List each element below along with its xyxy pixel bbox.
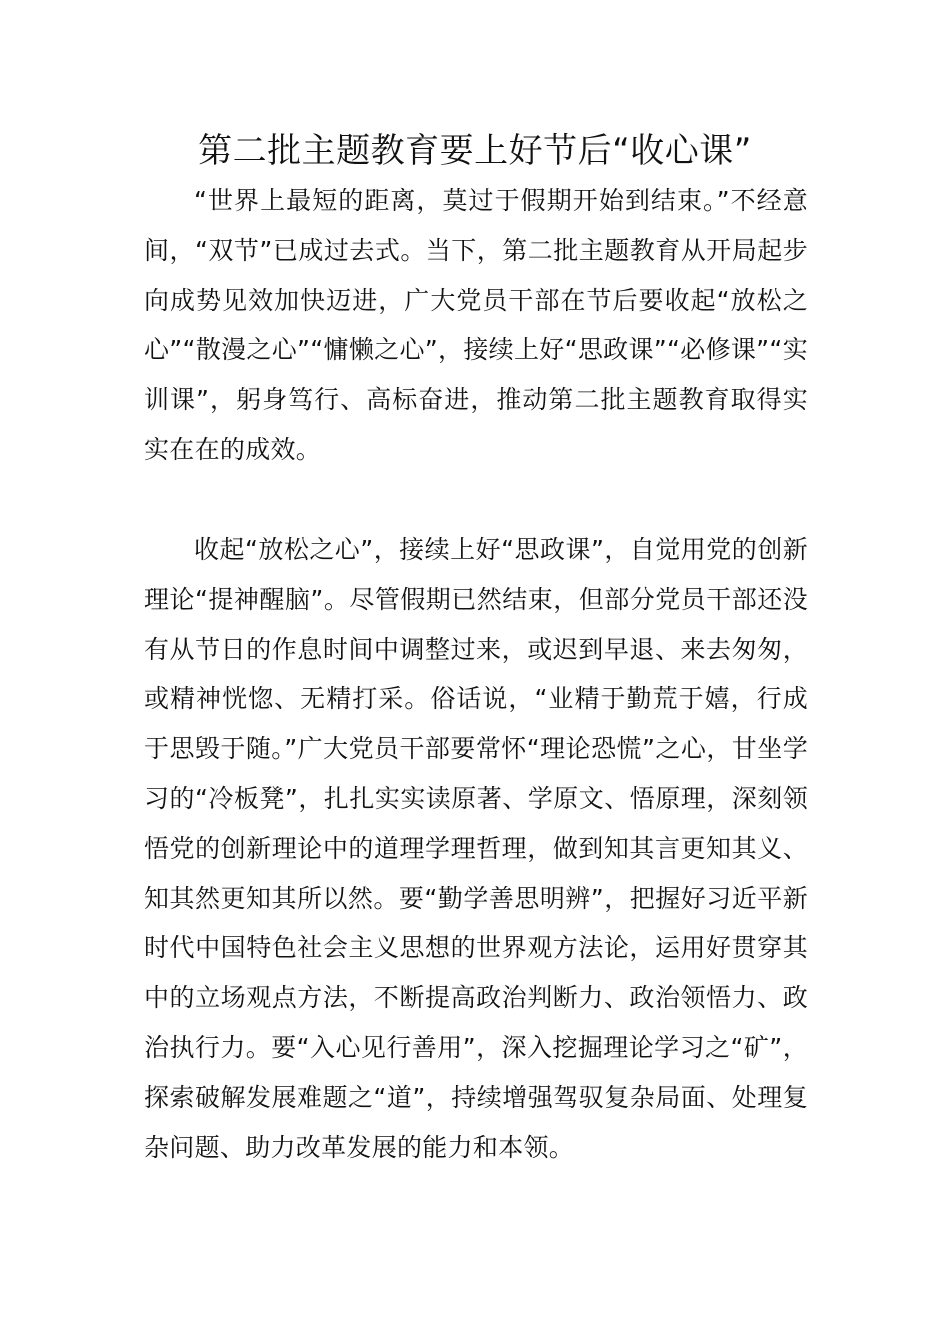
paragraph-section-1: 收起“放松之心”，接续上好“思政课”，自觉用党的创新理论“提神醒脑”。尽管假期已然结束，但部分党员干部还没有从节日的作息时间中调整过来，或迟到早退、来去匆匆，或精神恍惚、无精打采。俗话说，“业精于勤荒于嬉，行成于思毁于随。”广大党员干部要常怀“理论恐慌”之心，甘坐学习的“冷板凳”，扎扎实实读原著、学原文、悟原理，深刻领悟党的创新理论中的道理学理哲理，做到知其言更知其义、知其然更知其所以然。要“勤学善思明辨”，把握好习近平新时代中国特色社会主义思想的世界观方法论，运用好贯穿其中的立场观点方法，不断提高政治判断力、政治领悟力、政治执行力。要“入心见行善用”，深入挖掘理论学习之“矿”，探索破解发展难题之“道”，持续增强驾驭复杂局面、处理复杂问题、助力改革发展的能力和本领。 (144, 535, 808, 1162)
document-title: 第二批主题教育要上好节后“收心课” (198, 131, 752, 171)
paragraph-intro: “世界上最短的距离，莫过于假期开始到结束。”不经意间，“双节”已成过去式。当下，第二批主题教育从开局起步向成势见效加快迈进，广大党员干部在节后要收起“放松之心”“散漫之心”“慵懒之心”，接续上好“思政课”“必修课”“实训课”，躬身笃行、高标奋进，推动第二批主题教育取得实实在在的成效。 (144, 186, 808, 464)
